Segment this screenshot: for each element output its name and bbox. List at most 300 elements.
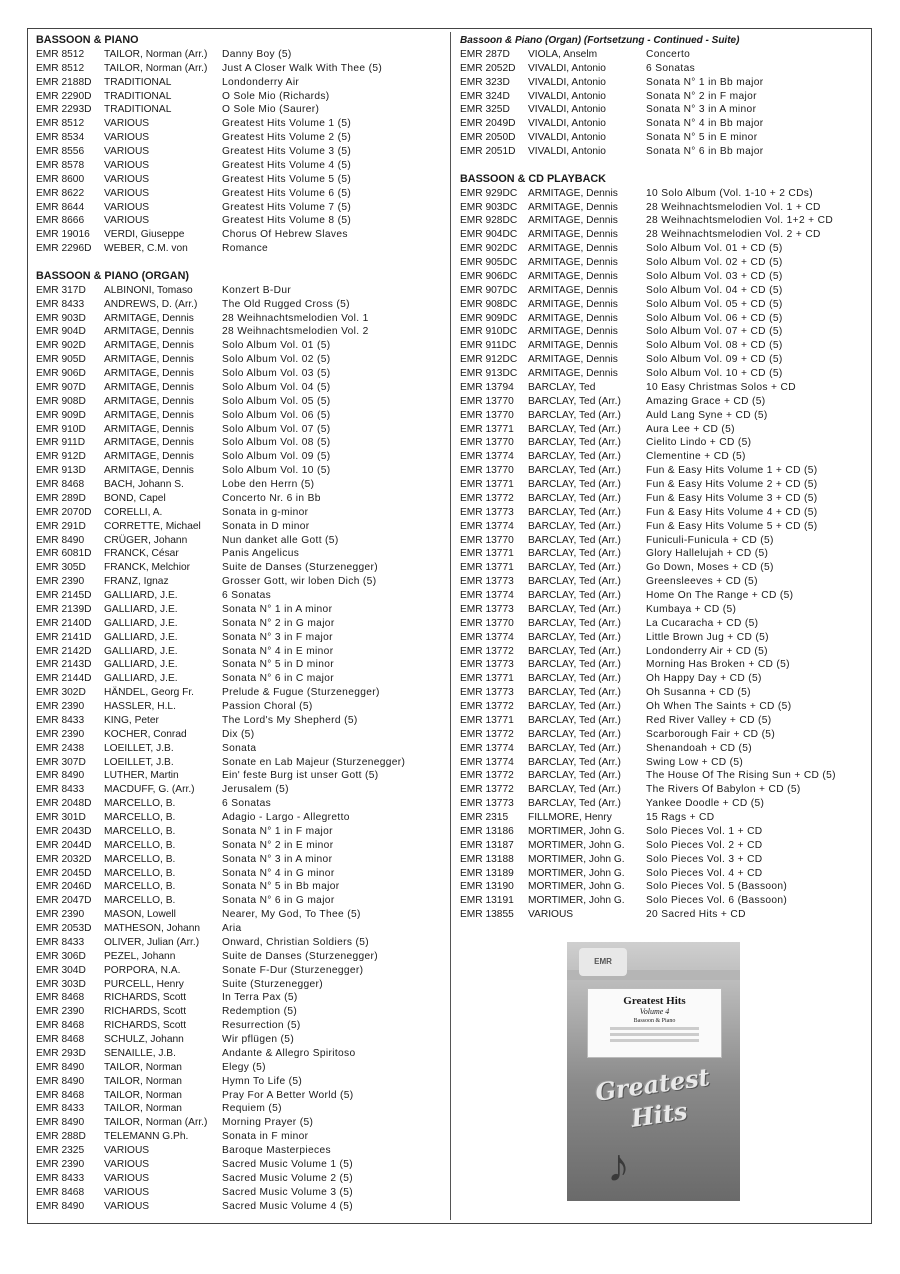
catalog-number: EMR 2047D xyxy=(36,895,92,907)
catalog-row xyxy=(460,478,866,492)
composer-name: BARCLAY, Ted (Arr.) xyxy=(528,701,621,712)
work-title: Greatest Hits Volume 6 (5) xyxy=(222,187,352,199)
work-title: Ein' feste Burg ist unser Gott (5) xyxy=(222,770,379,782)
catalog-number: EMR 6081D xyxy=(36,548,92,560)
catalog-row xyxy=(460,367,866,381)
work-title: Sonate en Lab Majeur (Sturzenegger) xyxy=(222,756,406,768)
catalog-number: EMR 903DC xyxy=(460,201,518,213)
catalog-row xyxy=(460,714,866,728)
catalog-row xyxy=(36,367,446,381)
work-title: 6 Sonatas xyxy=(222,798,272,810)
catalog-row xyxy=(36,894,446,908)
catalog-row xyxy=(460,561,866,575)
work-title: Solo Pieces Vol. 5 (Bassoon) xyxy=(646,881,788,893)
composer-name: ARMITAGE, Dennis xyxy=(104,354,194,366)
composer-name: ARMITAGE, Dennis xyxy=(104,312,194,324)
work-title: Suite (Sturzenegger) xyxy=(222,978,324,990)
catalog-number: EMR 8433 xyxy=(36,936,85,948)
cover-title: Greatest Hits xyxy=(623,995,686,1007)
composer-name: BARCLAY, Ted (Arr.) xyxy=(528,631,621,643)
composer-name: WEBER, C.M. von xyxy=(104,243,188,255)
catalog-number: EMR 2293D xyxy=(36,104,92,116)
catalog-number: EMR 13770 xyxy=(460,534,514,546)
composer-name: KOCHER, Conrad xyxy=(104,728,187,740)
composer-name: KING, Peter xyxy=(104,714,159,726)
catalog-number: EMR 13773 xyxy=(460,576,514,588)
catalog-number: EMR 907DC xyxy=(460,284,518,296)
catalog-number: EMR 8433 xyxy=(36,784,85,796)
composer-name: TRADITIONAL xyxy=(104,90,172,102)
work-title: Oh Susanna + CD (5) xyxy=(646,687,751,699)
work-title: Sacred Music Volume 1 (5) xyxy=(222,1158,354,1170)
catalog-number: EMR 909DC xyxy=(460,312,518,324)
catalog-row xyxy=(460,783,866,797)
composer-name: ARMITAGE, Dennis xyxy=(104,437,194,449)
catalog-row xyxy=(36,839,446,853)
work-title: Solo Album Vol. 01 + CD (5) xyxy=(646,243,783,255)
catalog-number: EMR 910DC xyxy=(460,326,518,338)
catalog-number: EMR 2390 xyxy=(36,909,85,921)
work-title: Solo Album Vol. 09 + CD (5) xyxy=(646,354,783,366)
work-title: Solo Album Vol. 01 (5) xyxy=(222,340,331,352)
work-title: Requiem (5) xyxy=(222,1103,282,1115)
composer-name: VARIOUS xyxy=(104,215,150,227)
composer-name: TRADITIONAL xyxy=(104,76,172,88)
composer-name: RICHARDS, Scott xyxy=(104,1020,187,1032)
work-title: Little Brown Jug + CD (5) xyxy=(646,631,769,643)
catalog-row xyxy=(36,62,446,76)
catalog-number: EMR 13191 xyxy=(460,895,514,907)
composer-name: SENAILLE, J.B. xyxy=(104,1047,176,1059)
composer-name: MARCELLO, B. xyxy=(104,867,176,879)
catalog-row xyxy=(36,714,446,728)
catalog-number: EMR 8433 xyxy=(36,714,85,726)
catalog-number: EMR 301D xyxy=(36,812,86,823)
catalog-number: EMR 13772 xyxy=(460,784,514,796)
catalog-row xyxy=(460,603,866,617)
work-title: Greatest Hits Volume 4 (5) xyxy=(222,159,352,171)
work-title: Solo Album Vol. 08 (5) xyxy=(222,437,331,449)
catalog-row xyxy=(36,589,446,603)
catalog-number: EMR 904DC xyxy=(460,229,518,241)
catalog-row xyxy=(36,395,446,409)
catalog-number: EMR 8644 xyxy=(36,201,85,213)
catalog-number: EMR 902D xyxy=(36,340,86,352)
composer-name: ARMITAGE, Dennis xyxy=(104,326,194,338)
work-title: Fun & Easy Hits Volume 3 + CD (5) xyxy=(646,492,818,504)
work-title: Sacred Music Volume 4 (5) xyxy=(222,1200,354,1212)
catalog-number: EMR 8468 xyxy=(36,1089,85,1101)
catalog-row xyxy=(36,450,446,464)
work-title: Sonata in g-minor xyxy=(222,506,309,518)
composer-name: ALBINONI, Tomaso xyxy=(104,284,193,296)
catalog-row xyxy=(36,492,446,506)
composer-name: BARCLAY, Ted (Arr.) xyxy=(528,520,621,532)
work-title: Passion Choral (5) xyxy=(222,701,313,712)
catalog-row xyxy=(36,228,446,242)
work-title: Dix (5) xyxy=(222,728,255,740)
work-title: Morning Has Broken + CD (5) xyxy=(646,659,790,671)
catalog-row xyxy=(36,783,446,797)
catalog-number: EMR 2043D xyxy=(36,825,92,837)
composer-name: VARIOUS xyxy=(104,1145,150,1156)
work-title: Aria xyxy=(222,923,242,934)
work-title: Sonata N° 2 in E minor xyxy=(222,839,334,851)
section-heading: Bassoon & Piano (Organ) (Fortsetzung - Continued - Suite) xyxy=(460,35,740,46)
catalog-number: EMR 13772 xyxy=(460,492,514,504)
composer-name: TAILOR, Norman (Arr.) xyxy=(104,1117,208,1129)
composer-name: RICHARDS, Scott xyxy=(104,1006,187,1018)
catalog-row xyxy=(460,658,866,672)
catalog-number: EMR 13774 xyxy=(460,742,514,754)
catalog-number: EMR 2390 xyxy=(36,701,85,712)
work-title: Resurrection (5) xyxy=(222,1020,301,1032)
composer-name: MARCELLO, B. xyxy=(104,881,176,893)
catalog-row xyxy=(460,492,866,506)
catalog-number: EMR 317D xyxy=(36,284,86,296)
catalog-row xyxy=(460,270,866,284)
composer-name: BARCLAY, Ted (Arr.) xyxy=(528,437,621,449)
catalog-number: EMR 2044D xyxy=(36,839,92,851)
catalog-row xyxy=(36,1019,446,1033)
composer-name: VIVALDI, Antonio xyxy=(528,90,606,102)
catalog-row xyxy=(36,561,446,575)
catalog-row xyxy=(460,353,866,367)
catalog-number: EMR 13189 xyxy=(460,867,514,879)
catalog-row xyxy=(36,1116,446,1130)
composer-name: VARIOUS xyxy=(104,201,150,213)
catalog-row xyxy=(460,298,866,312)
work-title: Just A Closer Walk With Thee (5) xyxy=(222,62,383,74)
work-title: Nun danket alle Gott (5) xyxy=(222,534,339,546)
composer-name: MORTIMER, John G. xyxy=(528,853,625,865)
catalog-row xyxy=(460,325,866,339)
work-title: Solo Pieces Vol. 4 + CD xyxy=(646,867,763,879)
work-title: Clementine + CD (5) xyxy=(646,451,746,463)
catalog-row xyxy=(36,423,446,437)
work-title: Wir pflügen (5) xyxy=(222,1034,295,1045)
catalog-number: EMR 905DC xyxy=(460,257,518,268)
catalog-number: EMR 8622 xyxy=(36,187,85,199)
catalog-row xyxy=(460,631,866,645)
catalog-row xyxy=(36,1061,446,1075)
work-title: Fun & Easy Hits Volume 2 + CD (5) xyxy=(646,479,818,490)
composer-name: ARMITAGE, Dennis xyxy=(104,381,194,393)
catalog-number: EMR 2390 xyxy=(36,1158,85,1170)
composer-name: BARCLAY, Ted (Arr.) xyxy=(528,798,621,810)
catalog-row xyxy=(36,284,446,298)
catalog-number: EMR 2032D xyxy=(36,853,92,865)
catalog-row xyxy=(36,242,446,256)
work-title: Yankee Doodle + CD (5) xyxy=(646,798,765,810)
composer-name: VIVALDI, Antonio xyxy=(528,132,606,144)
catalog-number: EMR 8468 xyxy=(36,1034,85,1045)
catalog-row xyxy=(36,991,446,1005)
work-title: Glory Hallelujah + CD (5) xyxy=(646,548,769,560)
catalog-row xyxy=(460,48,866,62)
work-title: Amazing Grace + CD (5) xyxy=(646,395,766,407)
composer-name: BARCLAY, Ted (Arr.) xyxy=(528,465,621,477)
work-title: Solo Album Vol. 03 + CD (5) xyxy=(646,270,783,282)
catalog-number: EMR 8490 xyxy=(36,1200,85,1212)
composer-name: MORTIMER, John G. xyxy=(528,867,625,879)
work-title: Elegy (5) xyxy=(222,1061,266,1073)
catalog-number: EMR 2188D xyxy=(36,76,92,88)
catalog-row xyxy=(36,658,446,672)
catalog-row xyxy=(460,575,866,589)
catalog-number: EMR 8468 xyxy=(36,1186,85,1198)
catalog-row xyxy=(460,214,866,228)
work-title: Sonata N° 3 in A minor xyxy=(646,104,757,116)
work-title: Sonata N° 4 in Bb major xyxy=(646,118,764,130)
catalog-row xyxy=(36,464,446,478)
composer-name: BARCLAY, Ted (Arr.) xyxy=(528,492,621,504)
catalog-row xyxy=(36,603,446,617)
work-title: Sonata N° 1 in Bb major xyxy=(646,76,764,88)
composer-name: GALLIARD, J.E. xyxy=(104,631,178,643)
catalog-row xyxy=(36,617,446,631)
catalog-number: EMR 8578 xyxy=(36,159,85,171)
catalog-row xyxy=(36,950,446,964)
catalog-number: EMR 912D xyxy=(36,451,86,463)
catalog-row xyxy=(36,103,446,117)
composer-name: ARMITAGE, Dennis xyxy=(528,243,618,255)
catalog-number: EMR 8433 xyxy=(36,1172,85,1184)
catalog-row xyxy=(36,131,446,145)
composer-name: MARCELLO, B. xyxy=(104,839,176,851)
work-title: Fun & Easy Hits Volume 5 + CD (5) xyxy=(646,520,818,532)
catalog-row xyxy=(36,742,446,756)
catalog-number: EMR 323D xyxy=(460,76,510,88)
catalog-row xyxy=(36,506,446,520)
right-column xyxy=(460,34,866,922)
work-title: Lobe den Herrn (5) xyxy=(222,479,315,490)
catalog-number: EMR 293D xyxy=(36,1047,86,1059)
composer-name: BARCLAY, Ted (Arr.) xyxy=(528,603,621,615)
catalog-number: EMR 929DC xyxy=(460,187,518,199)
catalog-number: EMR 2142D xyxy=(36,645,92,657)
catalog-row xyxy=(36,1102,446,1116)
composer-name: ARMITAGE, Dennis xyxy=(528,229,618,241)
catalog-number: EMR 2325 xyxy=(36,1145,85,1156)
composer-name: BARCLAY, Ted (Arr.) xyxy=(528,506,621,518)
catalog-number: EMR 2045D xyxy=(36,867,92,879)
composer-name: TAILOR, Norman (Arr.) xyxy=(104,48,208,60)
work-title: Adagio - Largo - Allegretto xyxy=(222,812,350,823)
catalog-number: EMR 8512 xyxy=(36,118,85,130)
composer-name: ARMITAGE, Dennis xyxy=(104,340,194,352)
cover-big-word-hits: Hits xyxy=(629,1096,690,1133)
work-title: Greatest Hits Volume 8 (5) xyxy=(222,215,352,227)
catalog-row xyxy=(460,145,866,159)
catalog-number: EMR 2139D xyxy=(36,603,92,615)
work-title: O Sole Mio (Saurer) xyxy=(222,104,320,116)
work-title: Sonata in D minor xyxy=(222,520,310,532)
catalog-number: EMR 13186 xyxy=(460,825,514,837)
composer-name: HASSLER, H.L. xyxy=(104,701,176,712)
composer-name: SCHULZ, Johann xyxy=(104,1034,184,1045)
catalog-row xyxy=(36,936,446,950)
catalog-row xyxy=(460,520,866,534)
catalog-number: EMR 304D xyxy=(36,964,86,976)
catalog-row xyxy=(460,645,866,659)
work-title: Sonata N° 2 in F major xyxy=(646,90,757,102)
composer-name: TAILOR, Norman xyxy=(104,1061,182,1073)
catalog-number: EMR 13772 xyxy=(460,770,514,782)
composer-name: BARCLAY, Ted (Arr.) xyxy=(528,673,621,685)
catalog-row xyxy=(36,1047,446,1061)
catalog-number: EMR 905D xyxy=(36,354,86,366)
catalog-number: EMR 8512 xyxy=(36,48,85,60)
work-title: The Old Rugged Cross (5) xyxy=(222,298,350,310)
composer-name: MORTIMER, John G. xyxy=(528,895,625,907)
composer-name: VIOLA, Anselm xyxy=(528,48,598,60)
composer-name: VARIOUS xyxy=(104,1200,150,1212)
work-title: 10 Easy Christmas Solos + CD xyxy=(646,381,796,393)
work-title: O Sole Mio (Richards) xyxy=(222,90,330,102)
catalog-row xyxy=(36,672,446,686)
work-title: Greatest Hits Volume 1 (5) xyxy=(222,118,352,130)
composer-name: BACH, Johann S. xyxy=(104,479,184,490)
cover-subtitle: Bassoon & Piano xyxy=(633,1018,676,1024)
catalog-number: EMR 13770 xyxy=(460,617,514,629)
catalog-row xyxy=(36,325,446,339)
catalog-row xyxy=(36,964,446,978)
catalog-row xyxy=(460,839,866,853)
composer-name: BOND, Capel xyxy=(104,492,166,504)
work-title: Prelude & Fugue (Sturzenegger) xyxy=(222,687,380,699)
catalog-number: EMR 13188 xyxy=(460,853,514,865)
work-title: Sonate F-Dur (Sturzenegger) xyxy=(222,964,364,976)
composer-name: ARMITAGE, Dennis xyxy=(104,395,194,407)
work-title: Solo Pieces Vol. 2 + CD xyxy=(646,839,763,851)
cover-text-line xyxy=(610,1027,699,1030)
catalog-row xyxy=(36,312,446,326)
work-title: Kumbaya + CD (5) xyxy=(646,603,737,615)
work-title: Panis Angelicus xyxy=(222,548,300,560)
catalog-number: EMR 2048D xyxy=(36,798,92,810)
work-title: Greatest Hits Volume 3 (5) xyxy=(222,146,352,157)
work-title: Sonata N° 4 in G minor xyxy=(222,867,335,879)
composer-name: VARIOUS xyxy=(104,159,150,171)
composer-name: ARMITAGE, Dennis xyxy=(528,270,618,282)
composer-name: ARMITAGE, Dennis xyxy=(104,368,194,379)
composer-name: TAILOR, Norman xyxy=(104,1089,182,1101)
catalog-row xyxy=(36,173,446,187)
catalog-number: EMR 13771 xyxy=(460,548,514,560)
catalog-number: EMR 903D xyxy=(36,312,86,324)
catalog-number: EMR 2053D xyxy=(36,923,92,934)
composer-name: MARCELLO, B. xyxy=(104,798,176,810)
catalog-row xyxy=(36,686,446,700)
work-title: 28 Weihnachtsmelodien Vol. 2 + CD xyxy=(646,229,821,241)
catalog-number: EMR 13770 xyxy=(460,395,514,407)
catalog-number: EMR 2051D xyxy=(460,146,516,157)
catalog-number: EMR 2049D xyxy=(460,118,516,130)
work-title: Solo Album Vol. 03 (5) xyxy=(222,368,331,379)
composer-name: BARCLAY, Ted (Arr.) xyxy=(528,687,621,699)
catalog-number: EMR 2438 xyxy=(36,742,85,754)
work-title: The House Of The Rising Sun + CD (5) xyxy=(646,770,836,782)
composer-name: TAILOR, Norman xyxy=(104,1075,182,1087)
composer-name: PURCELL, Henry xyxy=(104,978,184,990)
work-title: Solo Album Vol. 10 (5) xyxy=(222,465,331,477)
catalog-number: EMR 906D xyxy=(36,368,86,379)
cover-badge: EMR xyxy=(579,948,627,976)
catalog-number: EMR 2296D xyxy=(36,243,92,255)
catalog-row xyxy=(36,76,446,90)
catalog-row xyxy=(36,1158,446,1172)
composer-name: ARMITAGE, Dennis xyxy=(528,312,618,324)
composer-name: ARMITAGE, Dennis xyxy=(528,187,618,199)
catalog-number: EMR 13771 xyxy=(460,562,514,574)
work-title: Sacred Music Volume 2 (5) xyxy=(222,1172,354,1184)
composer-name: VIVALDI, Antonio xyxy=(528,76,606,88)
catalog-row xyxy=(460,395,866,409)
work-title: Baroque Masterpieces xyxy=(222,1145,331,1156)
catalog-number: EMR 13771 xyxy=(460,479,514,490)
catalog-number: EMR 2390 xyxy=(36,576,85,588)
work-title: Sonata in F minor xyxy=(222,1131,309,1143)
catalog-number: EMR 8666 xyxy=(36,215,85,227)
composer-name: ARMITAGE, Dennis xyxy=(104,423,194,435)
catalog-row xyxy=(36,700,446,714)
catalog-number: EMR 8433 xyxy=(36,298,85,310)
catalog-row xyxy=(36,520,446,534)
composer-name: PORPORA, N.A. xyxy=(104,964,181,976)
composer-name: BARCLAY, Ted (Arr.) xyxy=(528,534,621,546)
catalog-number: EMR 8490 xyxy=(36,1061,85,1073)
work-title: Solo Album Vol. 08 + CD (5) xyxy=(646,340,783,352)
catalog-number: EMR 2315 xyxy=(460,812,509,823)
composer-name: BARCLAY, Ted (Arr.) xyxy=(528,576,621,588)
composer-name: BARCLAY, Ted (Arr.) xyxy=(528,451,621,463)
work-title: 28 Weihnachtsmelodien Vol. 1 xyxy=(222,312,369,324)
composer-name: VARIOUS xyxy=(104,132,150,144)
catalog-number: EMR 2050D xyxy=(460,132,516,144)
catalog-row xyxy=(460,76,866,90)
work-title: The Lord's My Shepherd (5) xyxy=(222,714,358,726)
catalog-number: EMR 2052D xyxy=(460,62,516,74)
composer-name: VARIOUS xyxy=(104,1158,150,1170)
catalog-row xyxy=(36,353,446,367)
composer-name: TELEMANN G.Ph. xyxy=(104,1131,189,1143)
composer-name: BARCLAY, Ted (Arr.) xyxy=(528,562,621,574)
work-title: Sonata N° 5 in Bb major xyxy=(222,881,340,893)
composer-name: VARIOUS xyxy=(104,187,150,199)
composer-name: ARMITAGE, Dennis xyxy=(104,465,194,477)
catalog-row xyxy=(460,908,866,922)
catalog-row xyxy=(460,450,866,464)
composer-name: GALLIARD, J.E. xyxy=(104,645,178,657)
work-title: In Terra Pax (5) xyxy=(222,992,298,1004)
catalog-number: EMR 13794 xyxy=(460,381,514,393)
catalog-number: EMR 13772 xyxy=(460,701,514,712)
catalog-row xyxy=(460,117,866,131)
catalog-number: EMR 8556 xyxy=(36,146,85,157)
catalog-row xyxy=(460,589,866,603)
composer-name: VARIOUS xyxy=(104,1172,150,1184)
catalog-number: EMR 13774 xyxy=(460,756,514,768)
composer-name: MORTIMER, John G. xyxy=(528,825,625,837)
catalog-row xyxy=(460,700,866,714)
work-title: Solo Album Vol. 09 (5) xyxy=(222,451,331,463)
catalog-row xyxy=(36,48,446,62)
catalog-row xyxy=(36,811,446,825)
composer-name: OLIVER, Julian (Arr.) xyxy=(104,936,200,948)
catalog-row xyxy=(36,1172,446,1186)
composer-name: BARCLAY, Ted (Arr.) xyxy=(528,395,621,407)
